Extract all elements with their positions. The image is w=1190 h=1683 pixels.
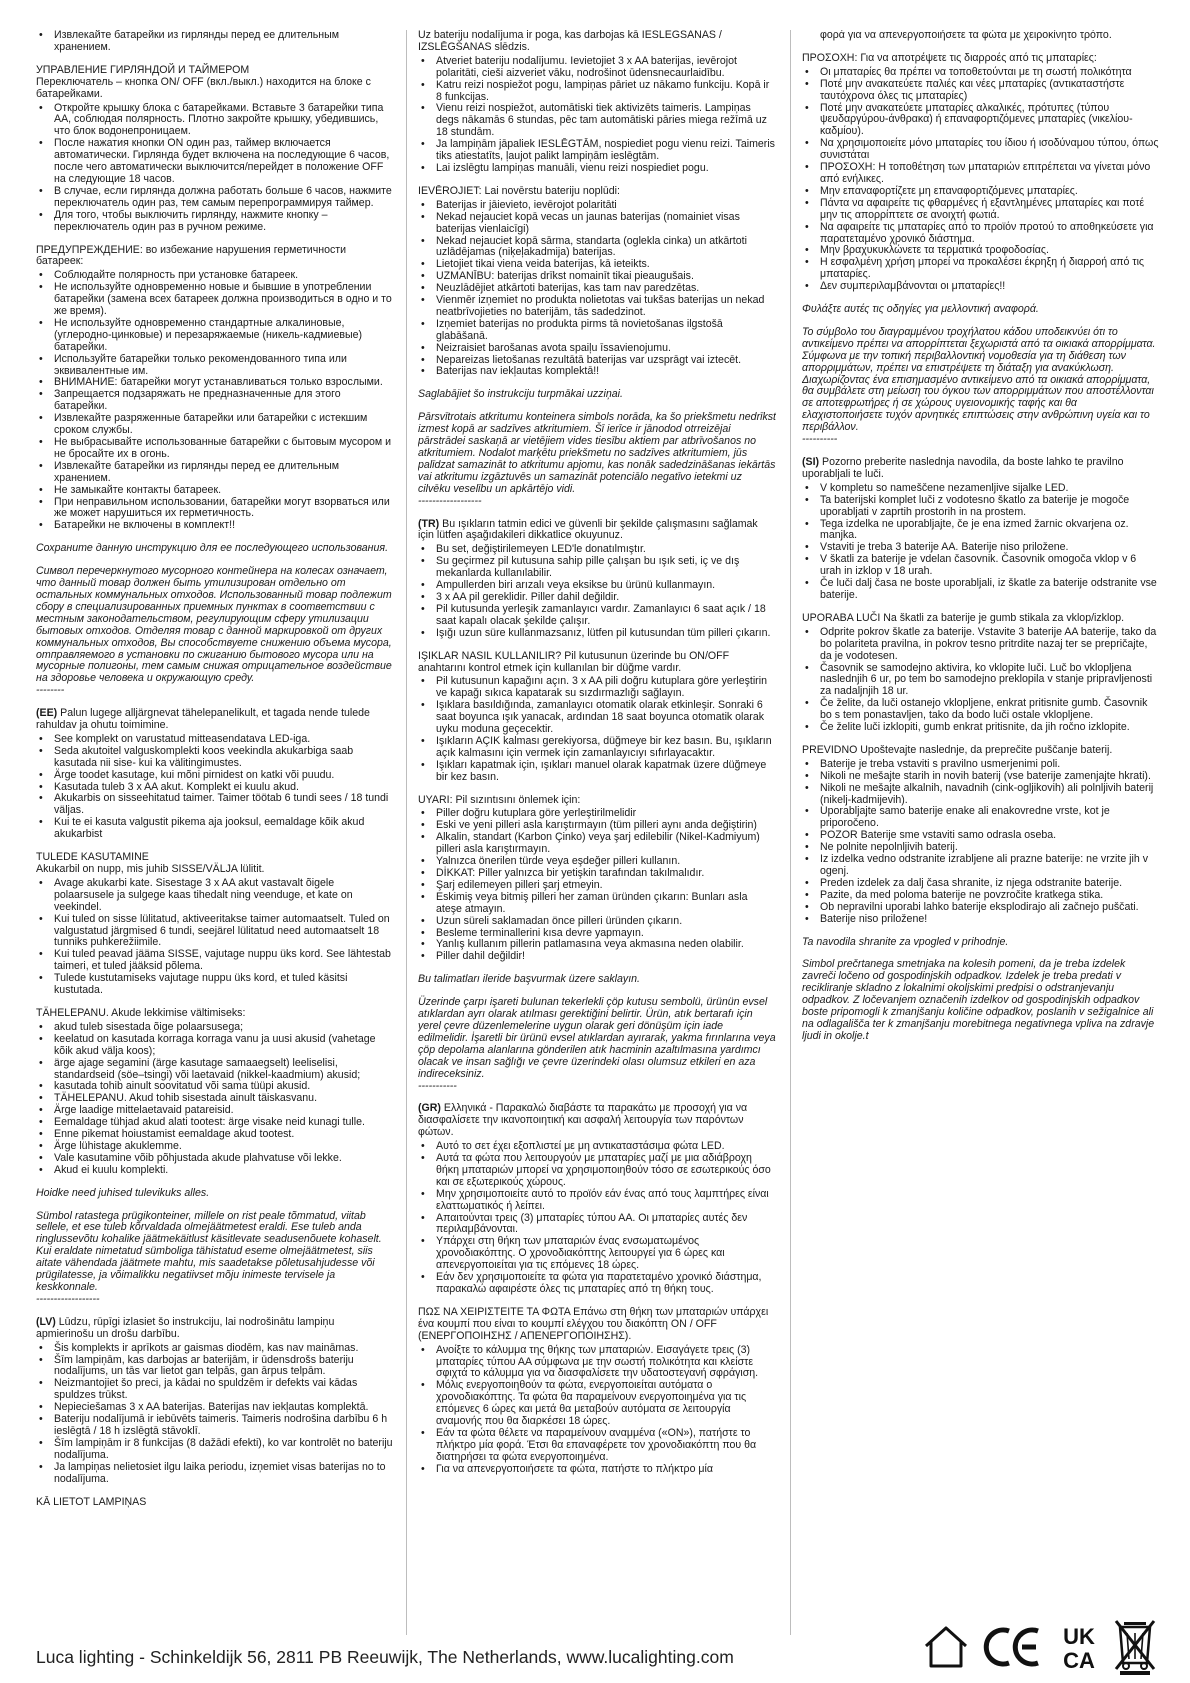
list-item: • Kui te ei kasuta valgustit pikema aja jooksul, eemaldage kõik akud akukarbist [36, 817, 394, 841]
paragraph [36, 65, 394, 101]
paragraph-text: УПРАВЛЕНИЕ ГИРЛЯНДОЙ И ТАЙМЕРОМ Переключатель – кнопка ON/ OFF (вкл./выкл.) находится на блоке с батарейками. [36, 63, 371, 100]
list-item: • Şarj edilemeyen pilleri şarj etmeyin. [418, 880, 776, 892]
list-item: • Ob nepravilni uporabi lahko baterije eksplodirajo ali začnejo puščati. [802, 902, 1160, 914]
bullet-list [36, 30, 394, 54]
paragraph-text: PREVIDNO Upoštevajte naslednje, da preprečite puščanje baterij. [802, 743, 1113, 756]
list-item: • Να χρησιμοποιείτε μόνο μπαταρίες του ίδιου ή ισοδύναμου τύπου, όπως συνιστάται [802, 138, 1160, 162]
bullet-list [36, 270, 394, 532]
list-item: • Iz izdelka vedno odstranite izrabljene ali prazne baterije: ne vrzite jih v ogenj. [802, 854, 1160, 878]
ce-mark-icon [982, 1624, 1044, 1670]
column-divider [406, 30, 407, 1635]
list-item: • Извлекайте батарейки из гирлянды перед ее длительным хранением. [36, 461, 394, 485]
list-item: • Baterijas ir jāievieto, ievērojot polaritāti [418, 200, 776, 212]
ukca-mark-icon [1056, 1622, 1102, 1672]
list-item: • Işıklara basıldığında, zamanlayıcı otomatik olarak etkinleşir. Sonraki 6 saat boyunca ışık yanacak, ardından 18 saat boyunca otomatik olarak uyku moduna geçecektir. [418, 700, 776, 736]
column-divider [790, 30, 791, 1635]
list-item: • Kui tuled on sisse lülitatud, aktiveeritakse taimer automaatselt. Tuled on valgustatud järgmised 6 tundi, seejärel lülitatud need automaatselt 18 tunniks puhkerežiimile. [36, 914, 394, 950]
list-item: • Извлекайте батарейки из гирлянды перед ее длительным хранением. [36, 30, 394, 54]
list-item: • Vienmēr izņemiet no produkta nolietotas vai tukšas baterijas un nekad neatbrīvojieties no baterijām, tās sadedzinot. [418, 295, 776, 319]
list-item: • Preden izdelek za dalj časa shranite, iz njega odstranite baterije. [802, 878, 1160, 890]
list-item: • Bateriju nodalījumā ir iebūvēts taimeris. Taimeris nodrošina darbību 6 h ieslēgtā / 18 h izslēgtā stāvoklī. [36, 1414, 394, 1438]
list-item: • Baterije je treba vstaviti s pravilno usmerjenimi poli. [802, 759, 1160, 771]
paragraph-text: Bu talimatları ileride başvurmak üzere saklayın. [418, 973, 640, 986]
indoor-use-house-icon [922, 1624, 970, 1670]
list-item: • Šis komplekts ir aprīkots ar gaismas diodēm, kas nav maināmas. [36, 1343, 394, 1355]
list-item: • Piller doğru kutuplara göre yerleştirilmelidir [418, 808, 776, 820]
list-item: • Baterijas nav iekļautas komplektā!! [418, 366, 776, 378]
list-item: • Atveriet bateriju nodalījumu. Ievietojiet 3 x AA baterijas, ievērojot polaritāti, cieši aizveriet vāku, nodrošinot ūdensnecaurlaidību. [418, 56, 776, 80]
paragraph [36, 245, 394, 269]
list-item: • Μην επαναφορτίζετε μη επαναφορτιζόμενες μπαταρίες. [802, 186, 1160, 198]
bullet-list [36, 734, 394, 841]
list-item: • Ärge toodet kasutage, kui mõni pirnidest on katki või puudu. [36, 770, 394, 782]
list-item: • Su geçirmez pil kutusuna sahip pille çalışan bu ışık seti, iç ve dış mekanlarda kullanılabilir. [418, 556, 776, 580]
italic-note [36, 1188, 394, 1200]
bullet-list [36, 878, 394, 997]
list-item: • Vale kasutamine võib põhjustada akude plahvatuse või lekke. [36, 1153, 394, 1165]
list-item: • Vienu reizi nospiežot, automātiski tiek aktivizēts taimeris. Lampiņas degs nākamās 6 stundas, pēc tam automātiski pāries miega režīmā uz 18 stundām. [418, 103, 776, 139]
list-item: • Извлекайте разряженные батарейки или батарейки с истекшим сроком службы. [36, 413, 394, 437]
italic-note [36, 566, 394, 697]
list-item: • Ärge laadige mittelaetavaid patareisid. [36, 1105, 394, 1117]
list-item: • Seda akutoitel valguskomplekti koos veekindla akukarbiga saab kasutada nii sise- kui ka välitingimustes. [36, 746, 394, 770]
paragraph [418, 30, 776, 54]
paragraph-text: Сохраните данную инструкцию для ее последующего использования. [36, 542, 389, 555]
bullet-list [802, 627, 1160, 734]
list-item: • 3 x AA pil gereklidir. Piller dahil değildir. [418, 592, 776, 604]
list-item: • Не используйте одновременно новые и бывшие в употреблении батарейки (замена всех батареек должна производиться в одно и то же время). [36, 282, 394, 318]
paragraph-text: Simbol prečrtanega smetnjaka na kolesih pomeni, da je treba izdelek zavreči ločeno od gospodinjskih odpadkov. Izdelek je treba predati v recikliranje skladno z lokalnimi okoljskimi predpisi o odstranjevanju odpadkov. Z ločevanjem označenih izdelkov od gospodinjskih odpadkov boste pripomogli k zmanjšanju količine odpadkov, poslanih v sežigalnice ali na odlagališča ter k zmanjšanju morebitnega negativnega vpliva na zdravje ljudi in okolje.t [802, 958, 1155, 1042]
list-item: • Не замыкайте контакты батареек. [36, 485, 394, 497]
list-item: • Ποτέ μην ανακατεύετε μπαταρίες αλκαλικές, πρότυπες (τύπου ψευδαργύρου-άνθρακα) ή επαναφορτιζόμενες μπαταρίες (νικελίου-καδμίου). [802, 103, 1160, 139]
paragraph-text: Saglabājiet šo instrukciju turpmākai uzziņai. [418, 388, 623, 401]
list-item: • Не используйте одновременно стандартные алкалиновые,(углеродно-цинковые) и перезаряжаемые (никель-кадмиевые) батарейки. [36, 318, 394, 354]
bullet-list [418, 1141, 776, 1296]
paragraph-text: Hoidke need juhised tulevikuks alles. [36, 1186, 210, 1199]
italic-note [36, 1211, 394, 1306]
paragraph-text: IEVĒROJIET: Lai novērstu bateriju noplūdi: [418, 184, 620, 197]
paragraph-text: Pārsvītrotais atkritumu konteinera simbols norāda, ka šo priekšmetu nedrīkst izmest kopā ar sadzīves atkritumiem. Šī ierīce ir jānodod otrreizējai pārstrādei saskaņā ar vietējiem vides tiesību aktiem par atbrīvošanos no atkritumiem. Nodalot marķētu priekšmetu no sadzīves atkritumiem, jūs palīdzat samazināt to atkritumu apjomu, kas nonāk sadedzināšanas iekārtās vai atkritumu izgāztuvēs un samazināt potenciālo negatīvo ietekmi uz cilvēku veselību un apkārtējo vidi. ------------------ [418, 411, 776, 507]
list-item: • Če želite, da luči ostanejo vklopljene, enkrat pritisnite gumb. Časovnik bo s tem ponastavljen, tako da bodo luči ostale vklopljene. [802, 698, 1160, 722]
paragraph-text: Palun lugege alljärgnevat tähelepanelikult, et tagada nende tulede rahuldav ja ohutu toimimine. [36, 707, 370, 732]
paragraph [418, 186, 776, 198]
paragraph [36, 852, 394, 876]
paragraph [36, 1008, 394, 1020]
paragraph-text: Ta navodila shranite za vpogled v prihodnje. [802, 935, 1009, 948]
bullet-list [36, 1022, 394, 1177]
list-item: • Η εσφαλμένη χρήση μπορεί να προκαλέσει έκρηξη ή διαρροή από τις μπαταρίες. [802, 257, 1160, 281]
list-item: • Tega izdelka ne uporabljajte, če je ena izmed žarnic okvarjena oz. manjka. [802, 519, 1160, 543]
list-item: • Ποτέ μην ανακατεύετε παλιές και νέες μπαταρίες (αντικαταστήστε ταυτόχρονα όλες τις μπαταρίες) [802, 79, 1160, 103]
language-section-intro [36, 1317, 394, 1341]
bullet-list [802, 759, 1160, 926]
list-item: • При неправильном использовании, батарейки могут взорваться или же может нарушиться их герметичность. [36, 497, 394, 521]
paragraph [802, 745, 1160, 757]
list-item: • Pazite, da med poloma baterije ne povzročite kratkega stika. [802, 890, 1160, 902]
paragraph-text: UYARI: Pil sızıntısını önlemek için: [418, 793, 581, 806]
bullet-list [418, 808, 776, 963]
list-item: • Kasutada tuleb 3 x AA akut. Komplekt ei kuulu akud. [36, 782, 394, 794]
text-column-3 [802, 30, 1160, 1635]
list-item: • ВНИМАНИЕ: батарейки могут устанавливаться только взрослыми. [36, 377, 394, 389]
list-item: • Pil kutusunda yerleşik zamanlayıcı vardır. Zamanlayıcı 6 saat açık / 18 saat kapalı olacak şekilde çalışır. [418, 604, 776, 628]
bullet-list [36, 1343, 394, 1486]
list-item: • Baterije niso priložene! [802, 914, 1160, 926]
language-code: (SI) [802, 456, 820, 468]
paragraph [802, 53, 1160, 65]
bullet-list [418, 1345, 776, 1476]
list-item: • Uporabljajte samo baterije enake ali enakovredne vrste, kot je priporočeno. [802, 806, 1160, 830]
paragraph-text: Sümbol ratastega prügikonteiner, millele on rist peale tõmmatud, viitab sellele, et ese tuleb kõrvaldada olmejäätmetest eraldi. Ese tuleb anda ringlussevõtu kohalike jäätmekäitlust käsitlevate seadusenõuete kohaselt. Kui eraldate nimetatud sümboliga tähistatud eseme olmejäätmetest, siis aitate vähendada jäätmete mahtu, mis saadetakse põletusahjudesse või prügilatesse, ja võimalikku negatiivset mõju inimeste tervisele ja keskkonnale. ------------------ [36, 1209, 382, 1305]
paragraph-text: ΠΩΣ ΝΑ ΧΕΙΡΙΣΤΕΙΤΕ ΤΑ ΦΩΤΑ Επάνω στη θήκη των μπαταριών υπάρχει ένα κουμπί που είναι το κουμπί ελέγχου του διακόπτη ON / OFF (ΕΝΕΡΓΟΠΟΙΗΣΗΣ / ΑΠΕΝΕΡΓΟΠΟΙΗΣΗΣ). [418, 1305, 769, 1342]
list-item: • Nekad nejauciet kopā sārma, standarta (ogleklа cinka) un atkārtoti uzlādējamas (niķeļakadmija) baterijas. [418, 236, 776, 260]
certification-marks [922, 1618, 1156, 1676]
list-item: • Alkalin, standart (Karbon Çinko) veya şarj edilebilir (Nikel-Kadmiyum) pilleri asla karıştırmayın. [418, 832, 776, 856]
paragraph-text: ΠΡΟΣΟΧΗ: Για να αποτρέψετε τις διαρροές από τις μπαταρίες: [802, 51, 1097, 64]
language-code: (EE) [36, 707, 58, 720]
language-section-intro [418, 1103, 776, 1139]
paragraph-text: Φυλάξτε αυτές τις οδηγίες για μελλοντική αναφορά. [802, 303, 1039, 316]
list-item: • keelatud on kasutada korraga korraga vanu ja uusi akusid (vahetage kõik akud välja koos); [36, 1034, 394, 1058]
list-item: • Nikoli ne mešajte starih in novih baterij (vse baterije zamenjajte hkrati). [802, 771, 1160, 783]
list-item: • Če luči dalj časa ne boste uporabljali, iz škatle za baterije odstranite vse baterije. [802, 578, 1160, 602]
list-item: • Δεν συμπεριλαμβάνονται οι μπαταρίες!! [802, 281, 1160, 293]
paragraph-text: Uz bateriju nodalījuma ir poga, kas darbojas kā IESLĒGŠANAS / IZSLĒGŠANAS slēdzis. [418, 30, 722, 53]
bullet-list [802, 483, 1160, 602]
list-item: • Piller dahil değildir! [418, 951, 776, 963]
paragraph [418, 795, 776, 807]
footer-address: Luca lighting - Schinkeldijk 56, 2811 PB Reeuwijk, The Netherlands, www.lucalighting.com [36, 1647, 734, 1667]
list-item: • Akud ei kuulu komplekti. [36, 1165, 394, 1177]
list-item: • POZOR Baterije sme vstaviti samo odrasla oseba. [802, 830, 1160, 842]
list-item: • Pil kutusunun kapağını açın. 3 x AA pili doğru kutuplara göre yerleştirin ve kapağı sıkıca kapatarak su sızdırmazlığı sağlayın. [418, 676, 776, 700]
list-item: • Соблюдайте полярность при установке батареек. [36, 270, 394, 282]
crossed-bin-weee-icon [1114, 1619, 1156, 1675]
list-item: • Αυτό το σετ έχει εξοπλιστεί με μη αντικαταστάσιμα φώτα LED. [418, 1141, 776, 1153]
list-item: • Yalnızca önerilen türde veya eşdeğer pilleri kullanın. [418, 856, 776, 868]
list-item: • Yanlış kullanım pillerin patlamasına veya akmasına neden olabilir. [418, 939, 776, 951]
list-item: • See komplekt on varustatud mitteasendatava LED-iga. [36, 734, 394, 746]
list-item: • Işığı uzun süre kullanmazsanız, lütfen pil kutusundan tüm pilleri çıkarın. [418, 628, 776, 640]
list-item: • Eemaldage tühjad akud alati tootest: ärge visake neid kunagi tulle. [36, 1117, 394, 1129]
ukca-top-text: UK [1063, 1624, 1095, 1649]
paragraph [418, 1307, 776, 1343]
list-item: • В случае, если гирлянда должна работать больше 6 часов, нажмите переключатель один раз, тем самым перепрограммируя таймер. [36, 186, 394, 210]
bullet-list [418, 56, 776, 175]
list-item: • Vstaviti je treba 3 baterije AA. Baterije niso priložene. [802, 542, 1160, 554]
list-item: • Izņemiet baterijas no produkta pirms tā novietošanas ilgstošā glabāšanā. [418, 319, 776, 343]
list-item: • Nepieciešamas 3 x AA baterijas. Baterijas nav iekļautas komplektā. [36, 1402, 394, 1414]
list-item: • akud tuleb sisestada õige polaarsusega; [36, 1022, 394, 1034]
list-item: • UZMANĪBU: baterijas drīkst nomainīt tikai pieaugušais. [418, 271, 776, 283]
list-item: • V kompletu so nameščene nezamenljive sijalke LED. [802, 483, 1160, 495]
bullet-list [418, 544, 776, 639]
list-item: • Используйте батарейки только рекомендованного типа или эквивалентные им. [36, 354, 394, 378]
list-item: • Bu set, değiştirilemeyen LED'le donatılmıştır. [418, 544, 776, 556]
paragraph-text: Bu ışıkların tatmin edici ve güvenli bir şekilde çalışmasını sağlamak için lütfen aşağıdakileri dikkatlice okuyunuz. [418, 517, 758, 542]
paragraph [418, 651, 776, 675]
list-item: • Откройте крышку блока с батарейками. Вставьте 3 батарейки типа АА, соблюдая полярность. Плотно закройте крышку, убедившись, что блок водонепроницаем. [36, 103, 394, 139]
list-item: • Ärge lühistage akuklemme. [36, 1141, 394, 1153]
list-item: • Ta baterijski komplet luči z vodotesno škatlo za baterije je mogoče uporabljati v zaprtih prostorih in na prostem. [802, 495, 1160, 519]
italic-note [418, 997, 776, 1092]
list-item: • ärge ajage segamini (ärge kasutage samaaegselt) leeliselisi, standardseid (söe–tsingi) või laetavaid (nikkel-kaadmium) akusid; [36, 1058, 394, 1082]
paragraph-text: Символ перечеркнутого мусорного контейнера на колесах означает, что данный товар должен быть утилизирован отдельно от остальных коммунальных отходов. Использованный товар подлежит сбору в специализированных приемных пунктах в соответствии с местным законодательством, регулирующим сферу утилизации бытовых отходов. Отделяя товар с данной маркировкой от других коммунальных отходов, Вы способствуете снижению объема мусора, отправляемого в установки по сжиганию бытового мусора или на мусорные полигоны, тем самым снижая отрицательное воздействие на здоровье человека и окружающую среду. -------- [36, 565, 392, 697]
paragraph-text: ПРЕДУПРЕЖДЕНИЕ: во избежание нарушения герметичности батареек: [36, 243, 347, 268]
paragraph-text: Üzerinde çarpı işareti bulunan tekerlekli çöp kutusu sembolü, ürünün evsel atıklardan ayrı olarak atılması gerektiğini belirtir. Ürün, atık bertarafı için yerel çevre düzenlemelerine uygun olarak geri dönüşüm için iade edilmelidir. İşaretli bir ürünü evsel atıklardan ayırarak, yakma fırınlarına veya çöp depolama alanlarına gönderilen atık hacminin azaltılmasına yardımcı olacak ve insan sağlığı ve çevre üzerindeki olası olumsuz etkileri en aza indireceksiniz. ----------- [418, 996, 776, 1092]
list-item: • Ja lampiņām jāpaliek IESLĒGTĀM, nospiediet pogu vienu reizi. Taimeris tiks atiestatīts, ļaujot palikt lampiņām ieslēgtām. [418, 139, 776, 163]
list-item: • Εάν δεν χρησιμοποιείτε τα φώτα για παρατεταμένο χρονικό διάστημα, παρακαλώ αφαιρέστε όλες τις μπαταρίες από τη θήκη τους. [418, 1272, 776, 1296]
bullet-list [802, 67, 1160, 293]
paragraph-text: UPORABA LUČI Na škatli za baterije je gumb stikala za vklop/izklop. [802, 611, 1125, 624]
list-item: • Nikoli ne mešajte alkalnih, navadnih (cink-ogljikovih) ali polnljivih baterij (nikelj-kadmijevih). [802, 783, 1160, 807]
language-code: (TR) [418, 517, 440, 530]
paragraph [802, 30, 1160, 42]
ukca-bottom-text: CA [1063, 1648, 1095, 1672]
list-item: • Ανοίξτε το κάλυμμα της θήκης των μπαταριών. Εισαγάγετε τρεις (3) μπαταρίες τύπου ΑΑ σύμφωνα με την σωστή πολικότητα και κλείστε σφιχτά το κάλυμμα για να διασφαλίσετε την υδατοστεγανή σφράγιση. [418, 1345, 776, 1381]
list-item: • V škatli za baterije je vdelan časovnik. Časovnik omogoča vklop v 6 urah in izklop v 18 urah. [802, 554, 1160, 578]
list-item: • ΠΡΟΣΟΧΗ: Η τοποθέτηση των μπαταριών επιτρέπεται να γίνεται μόνο από ενήλικες. [802, 162, 1160, 186]
language-code: (LV) [36, 1315, 56, 1328]
paragraph [36, 1497, 394, 1509]
list-item: • После нажатия кнопки ON один раз, таймер включается автоматически. Гирлянда будет включена на последующие 6 часов, после чего автоматически выключится/перейдет в положение OFF на следующие 18 часов. [36, 138, 394, 186]
list-item: • Запрещается подзаряжать не предназначенные для этого батарейки. [36, 389, 394, 413]
paragraph-text: φορά για να απενεργοποιήσετε τα φώτα με χειροκίνητο τρόπο. [820, 30, 1112, 41]
language-section-intro [802, 457, 1160, 481]
paragraph [802, 613, 1160, 625]
italic-note [802, 937, 1160, 949]
paragraph-text: TÄHELEPANU. Akude lekkimise vältimiseks: [36, 1006, 246, 1019]
list-item: • Να αφαιρείτε τις μπαταρίες από το προϊόν προτού το αποθηκεύσετε για παρατεταμένο χρονικό διάστημα. [802, 222, 1160, 246]
list-item: • Neuzlādējiet atkārtoti baterijas, kas tam nav paredzētas. [418, 283, 776, 295]
list-item: • Не выбрасывайте использованные батарейки с бытовым мусором и не бросайте их в огонь. [36, 437, 394, 461]
list-item: • Neizmantojiet šo preci, ja kādai no spuldzēm ir defekts vai kādas spuldzes trūkst. [36, 1378, 394, 1402]
paragraph-text: Ελληνικά - Παρακαλώ διαβάστε τα παρακάτω με προσοχή για να διασφαλίσετε την ικανοποιητική και ασφαλή λειτουργία των παρόντων φώτων. [418, 1102, 748, 1139]
list-item: • Οι μπαταρίες θα πρέπει να τοποθετούνται με τη σωστή πολικότητα [802, 67, 1160, 79]
list-item: • Eskimiş veya bitmiş pilleri her zaman üründen çıkarın: Bunları asla ateşe atmayın. [418, 892, 776, 916]
list-item: • Lai izslēgtu lampiņas manuāli, vienu reizi nospiediet pogu. [418, 163, 776, 175]
list-item: • Nepareizas lietošanas rezultātā baterijas var uzsprāgt vai iztecēt. [418, 355, 776, 367]
paragraph-text: TULEDE KASUTAMINE Akukarbil on nupp, mis juhib SISSE/VÄLJA lülitit. [36, 851, 265, 875]
list-item: • Ja lampiņas nelietosiet ilgu laika periodu, izņemiet visas baterijas no to nodalījuma. [36, 1462, 394, 1486]
list-item: • Μην χρησιμοποιείτε αυτό το προϊόν εάν ένας από τους λαμπτήρες είναι ελαττωματικός ή λείπει. [418, 1189, 776, 1213]
italic-note [36, 543, 394, 555]
list-item: • Enne pikemat hoiustamist eemaldage akud tootest. [36, 1129, 394, 1141]
list-item: • Katru reizi nospiežot pogu, lampiņas pāriet uz nākamo funkciju. Kopā ir 8 funkcijas. [418, 80, 776, 104]
list-item: • Αυτά τα φώτα που λειτουργούν με μπαταρίες μαζί με μια αδιάβροχη θήκη μπαταριών μπορεί να χρησιμοποιηθούν τόσο σε εσωτερικούς όσο και σε εξωτερικούς χώρους. [418, 1153, 776, 1189]
list-item: • Μην βραχυκυκλώνετε τα τερματικά τροφοδοσίας. [802, 245, 1160, 257]
list-item: • Šīm lampiņām, kas darbojas ar baterijām, ir ūdensdrošs bateriju nodalījums, un tās var lietot gan telpās, gan ārpus telpām. [36, 1355, 394, 1379]
list-item: • Батарейки не включены в комплект!! [36, 520, 394, 532]
list-item: • DİKKAT: Piller yalnızca bir yetişkin tarafından takılmalıdır. [418, 868, 776, 880]
list-item: • Avage akukarbi kate. Sisestage 3 x AA akut vastavalt õigele polaarsusele ja sulgege kaas tihedalt ning veenduge, et kate on veekindel. [36, 878, 394, 914]
list-item: • Časovnik se samodejno aktivira, ko vklopite luči. Luč bo vklopljena naslednjih 6 ur, po tem bo samodejno preklopila v stanje pripravljenosti za nadaljnjih 18 ur. [802, 663, 1160, 699]
list-item: • Υπάρχει στη θήκη των μπαταριών ένας ενσωματωμένος χρονοδιακόπτης. Ο χρονοδιακόπτης λειτουργεί για 6 ώρες και απενεργοποιείται για τις επόμενες 18 ώρες. [418, 1236, 776, 1272]
list-item: • Для того, чтобы выключить гирлянду, нажмите кнопку – переключатель один раз в ручном режиме. [36, 210, 394, 234]
bullet-list [36, 103, 394, 234]
list-item: • Tulede kustutamiseks vajutage nuppu üks kord, et tuled käsitsi kustutada. [36, 973, 394, 997]
language-section-intro [418, 519, 776, 543]
list-item: • kasutada tohib ainult soovitatud või sama tüüpi akusid. [36, 1081, 394, 1093]
list-item: • Eski ve yeni pilleri asla karıştırmayın (tüm pilleri aynı anda değiştirin) [418, 820, 776, 832]
bullet-list [418, 676, 776, 783]
list-item: • Besleme terminallerini kısa devre yapmayın. [418, 928, 776, 940]
italic-note [802, 327, 1160, 446]
list-item: • TÄHELEPANU. Akud tohib sisestada ainult täiskasvanu. [36, 1093, 394, 1105]
list-item: • Πάντα να αφαιρείτε τις φθαρμένες ή εξαντλημένες μπαταρίες και ποτέ μην τις απορρίπτετε σε ανοιχτή φωτιά. [802, 198, 1160, 222]
paragraph-text: Το σύμβολο του διαγραμμένου τροχήλατου κάδου υποδεικνύει ότι το αντικείμενο πρέπει να απορρίπτεται ξεχωριστά από τα οικιακά απορρίμματα. Σύμφωνα με την τοπική περιβαλλοντική νομοθεσία για τη διάθεση των απορριμμάτων, πρέπει να επιστρέψετε τη διάταξη για ανακύκλωση. Διαχωρίζοντας ένα επισημασμένο αντικείμενο από τα οικιακά απορρίμματα, θα συμβάλετε στη μείωση του όγκου των απορριμμάτων που αποστέλλονται σε αποτεφρωτήρες ή σε χώρους υγειονομικής ταφής και θα ελαχιστοποιήσετε τυχόν αρνητικές επιπτώσεις στην ανθρώπινη υγεία και το περιβάλλον. ---------- [802, 325, 1156, 446]
italic-note [418, 412, 776, 507]
list-item: • Lietojiet tikai vienа veida baterijas, kā ieteikts. [418, 259, 776, 271]
bullet-list [418, 200, 776, 379]
paragraph-text: IŞIKLAR NASIL KULLANILIR? Pil kutusunun üzerinde bu ON/OFF anahtarını kontrol etmek için kullanılan bir düğme vardır. [418, 649, 730, 674]
list-item: • Μόλις ενεργοποιηθούν τα φώτα, ενεργοποιείται αυτόματα ο χρονοδιακόπτης. Τα φώτα θα παραμείνουν ενεργοποιημένα για τις επόμενες 6 ώρες και μετά θα μεταβούν αυτόματα σε λειτουργία αναμονής που θα διαρκέσει 18 ώρες. [418, 1380, 776, 1428]
list-item: • Işıkların AÇIK kalması gerekiyorsa, düğmeye bir kez basın. Bu, ışıkların açık kalmasını için vermek için zamanlayıcıyı sıfırlayacaktır. [418, 736, 776, 760]
paragraph-text: Lūdzu, rūpīgi izlasiet šo instrukciju, lai nodrošinātu lampiņu apmierinošu un drošu darbību. [36, 1315, 335, 1340]
italic-note [802, 959, 1160, 1042]
list-item: • Uzun süreli saklamadan önce pilleri üründen çıkarın. [418, 916, 776, 928]
italic-note [802, 304, 1160, 316]
list-item: • Kui tuled peavad jääma SISSE, vajutage nuppu üks kord. See lähtestab taimeri, et tuled jääksid põlema. [36, 949, 394, 973]
list-item: • Šīm lampiņām ir 8 funkcijas (8 dažādi efekti), ko var kontrolēt no bateriju nodalījuma. [36, 1438, 394, 1462]
list-item: • Ne polnite nepolnljivih baterij. [802, 842, 1160, 854]
text-column-1 [36, 30, 394, 1635]
list-item: • Για να απενεργοποιήσετε τα φώτα, πατήστε το πλήκτρο μία [418, 1464, 776, 1476]
list-item: • Akukarbis on sisseehitatud taimer. Taimer töötab 6 tundi sees / 18 tundi väljas. [36, 793, 394, 817]
list-item: • Nekad nejauciet kopā vecas un jaunas baterijas (nomainiet visas baterijas vienlaicīgi) [418, 212, 776, 236]
italic-note [418, 389, 776, 401]
list-item: • Απαιτούνται τρεις (3) μπαταρίες τύπου ΑΑ. Οι μπαταρίες αυτές δεν περιλαμβάνονται. [418, 1213, 776, 1237]
list-item: • Če želite luči izklopiti, gumb enkrat pritisnite, da jih ročno izklopite. [802, 722, 1160, 734]
list-item: • Εάν τα φώτα θέλετε να παραμείνουν αναμμένα («ΟΝ»), πατήστε το πλήκτρο μία φορά. Έτσι θα επαναφέρετε τον χρονοδιακόπτη που θα διατηρήσει τα φώτα ενεργοποιημένα. [418, 1428, 776, 1464]
list-item: • Işıkları kapatmak için, ışıkları manuel olarak kapatmak üzere düğmeye bir kez basın. [418, 760, 776, 784]
paragraph-text: Pozorno preberite naslednja navodila, da boste lahko te pravilno uporabljali te luči. [802, 456, 1124, 480]
language-code: (GR) [418, 1102, 441, 1115]
list-item: • Odprite pokrov škatle za baterije. Vstavite 3 baterije AA baterije, tako da bo polariteta pravilna, in pokrov tesno pritrdite nazaj ter se prepričajte, da je vodotesen. [802, 627, 1160, 663]
language-section-intro [36, 708, 394, 732]
paragraph-text: KĀ LIETOT LAMPIŅAS [36, 1495, 147, 1508]
italic-note [418, 974, 776, 986]
list-item: • Ampullerden biri arızalı veya eksikse bu ürünü kullanmayın. [418, 580, 776, 592]
list-item: • Neizraisiet barošanas avota spaiļu īssavienojumu. [418, 343, 776, 355]
text-column-2 [418, 30, 776, 1635]
